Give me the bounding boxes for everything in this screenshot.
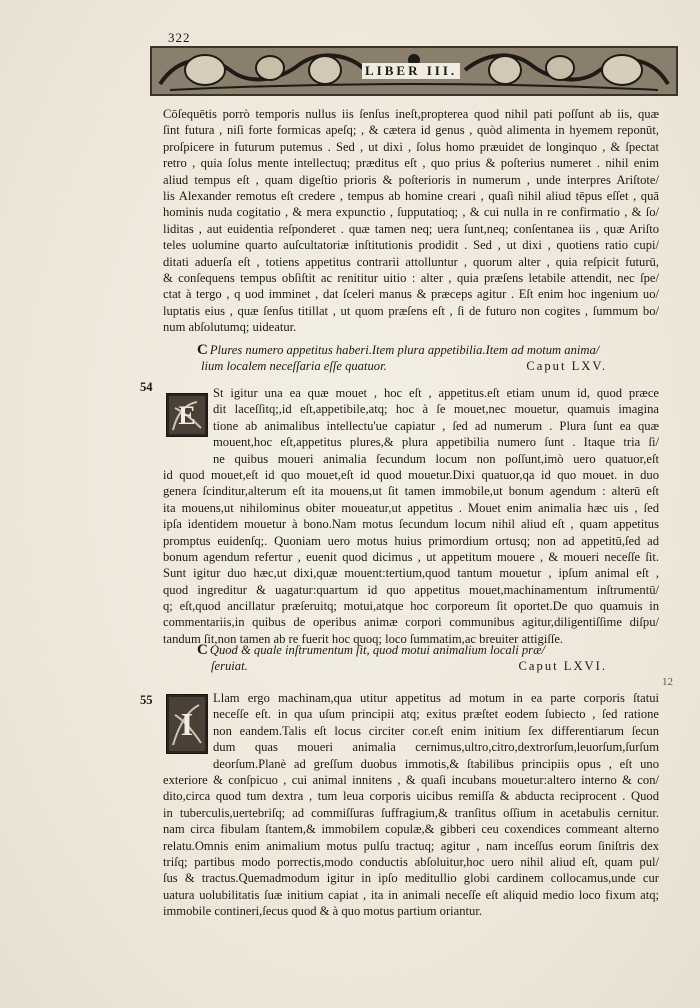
svg-text:I: I	[180, 706, 194, 742]
text-line: id quod mouet,eſt id quo mouet,eſt id quod mouetur.Dixi quatuor,qa id quo mouet. in duo	[163, 467, 659, 482]
text-line: tione ab animalibus intellectu'ue capiatur , ſed ad numerum . Plura ſunt ea quæ	[213, 418, 659, 433]
pilcrow-mark: C	[197, 342, 208, 358]
text-line: bonum agendum refertur , euenit quod dicimus , ut appetitum mouere , & moueri neceſſe ſit.	[163, 549, 659, 564]
text-line: retro , quia ſolus mente intellectuq; præditus eſt , quo prius & poſterius numeret . nihil enim	[163, 156, 659, 171]
text-line: & conſequens tempus obſiſtit ac renititur uitio : alter , quia præſens letabile attendit, nec ſpe/	[163, 270, 659, 285]
text-line: relatu.Omnis enim animalium motus pulſu tractuq; agitur , nam inceſſus eorum ſiniſtris dex	[163, 838, 659, 853]
text-line: ctat à tergo , q uod imminet , dat ſceleri manus & præceps agitur . Eſt enim hoc ingenium uo/	[163, 287, 659, 302]
text-line: deorſum.Planè ad greſſum duobus immotis,& ſtabilibus principiis opus , eſt uno	[213, 756, 659, 771]
text-line: in tuberculis,uertebriſq; ad commiſſuras ſuffragium,& tranſitus oſſium in acetabulis cernitur.	[163, 805, 659, 820]
chapter-65-heading	[197, 342, 627, 375]
text-line: Sunt igitur duo hæc,ut dixi,quæ mouent:tertium,quod tantum mouetur , ipſum animal eſt ,	[163, 566, 659, 581]
text-line: promptus euidenſq;. Quoniam uero motus huius primordium ortusq; non ad appetitū,ſed ad	[163, 533, 659, 548]
margin-number-54: 54	[140, 380, 153, 394]
chapter-66-caput: Caput LXVI.	[518, 659, 607, 674]
text-line: q; eſt,quod ancillatur præſeruitq; motui,atque hoc corporeum ſit oportet.De quo quamuis in	[163, 599, 659, 614]
text-line: ſint futura , niſi forte formicas apeſq; , & cætera id genus , quòd alimenta in hyemem reponūt,	[163, 123, 659, 138]
text-line: teles uolumine quarto auſcultatoriæ inſtitutionis prodidit . Sed , ut dixi , quotiens ratio cupi/	[163, 238, 659, 253]
text-line: ipſa identidem mouetur à bono.Nam motus ſecundum locum nihil aliud eſt , quam appetitus	[163, 517, 659, 532]
text-line: commentariis,in quibus de operibus animæ corpori communibus agitur,diligentiſſime diſpu/	[163, 615, 659, 630]
text-line: Cōſequētis porrò temporis nullus iis ſenſus ineſt,propterea quod nihil pati poſſunt ab iis, quæ	[163, 107, 659, 121]
page-number: 322	[168, 30, 191, 45]
text-line: aliud tempus eſt , quam digeſtio prioris & poſterioris in numerum , unde interpres Ariſtote/	[163, 172, 659, 187]
chapter-heading-line: ſeruiat.	[211, 659, 248, 674]
text-line: lis Alexander remotus eſt credere , tempus ab homine creari , quaſi nihil aliud tēpus eſſet , quā	[163, 188, 659, 203]
text-line: tandum ſit,non tamen ab re fuerit hoc quoq; loco ſummatim,ac breuiter attigiſſe.	[163, 631, 564, 646]
text-line: nam circa fibulam ſtantem,& immobilem copulæ,& gibberi ceu coxendices commeant alterno	[163, 822, 659, 837]
chapter-heading-line: Quod & quale inſtrumentum ſit, quod motui animalium locali præ/	[209, 643, 545, 657]
text-line: ſus & tractus.Quemadmodum igitur in ipſo meditullio globi cardinem collocamus,unde cur	[163, 871, 659, 886]
svg-text:E: E	[178, 401, 196, 430]
text-line: ditati aduerſa eſt , totiens appetitus contrarii attolluntur , quorum alter , quia reſpicit futurū,	[163, 254, 659, 269]
text-line: ne quibus moueri animalia ſecundum locum non poſſunt,imò uero quatuor,eſt	[213, 451, 659, 466]
text-line: quod ingreditur & uagatur:quartum id quo appetitus mouet,machinamentum inſtrumentū/	[163, 582, 659, 597]
text-line: proſpicere in futurum putemus . Sed , ut dixi , ſolus homo præuidet de longinquo , & ſpectat	[163, 139, 659, 154]
chapter-66-body	[163, 690, 659, 919]
text-line: luptatis eius , quæ ſenſus titillat , ut quom præſens eſt , ſi de futuro non cogites , ſummum bo/	[163, 303, 659, 318]
text-line: triſq; partibus modo porrectis,modo conductis abſoluitur,hoc uero nihil aliud eſt, quam pul/	[163, 854, 659, 869]
pilcrow-mark: C	[197, 642, 208, 658]
text-line: non eandem.Talis eſt locus circiter cor.eſt enim initium ſex differentiarum ſecun	[213, 723, 659, 738]
text-line: exteriore & conſpicuo , cui animal innitens , & quaſi incubans mouetur:altero interno & con/	[163, 772, 659, 787]
chapter-heading-line: Plures numero appetitus haberi.Item plura appetibilia.Item ad motum anima/	[209, 343, 600, 357]
text-line: dum quas moueri animalia cernimus,ultro,citro,dextrorſum,leuorſum,ſurſum	[213, 740, 659, 755]
text-line: neceſſe eſt. in qua uſum principii atq; exitus præſtet eodem ſubiecto , ſed ratione	[213, 707, 659, 722]
text-line: mouent,hoc eſt,appetitus plures,& plura appetibilia numero ſunt . Itaque tria ſi/	[213, 435, 659, 450]
text-line: hominis nuda cogitatio , & mera expunctio , ſupputatioq; , & cui nulla in re confirmatio , & ſo/	[163, 205, 659, 220]
text-line: liditas , aut euidentia reſponderet . quæ tamen neq; uera ſunt,neq; conſentanea iis , quæ Ariſto	[163, 221, 659, 236]
running-title: LIBER III.	[362, 63, 460, 79]
text-line: num abſolutumq; uideatur.	[163, 320, 297, 335]
margin-number-55: 55	[140, 693, 153, 707]
chapter-65-body	[163, 385, 659, 647]
text-line: dit laceſſitq;,id eſt,appetibile,atq; hoc à ſe mouet,nec mouetur, quamuis imagina	[213, 402, 659, 417]
gutter-mark: 12	[662, 676, 673, 688]
chapter-66-heading	[197, 642, 627, 675]
text-line: immobile contineri,ſecus quod & à quo motus partium oriantur.	[163, 904, 482, 919]
text-line: uatura uolubilitatis ſuæ initium capiat , ita in animali neceſſe eſt aliquid medio loco fixum atq;	[163, 887, 659, 902]
text-line: dito,circa quod tum dextra , tum leua corporis uicibus remiſſa & abducta reciprocent . Quod	[163, 789, 659, 804]
text-line: Llam ergo machinam,qua utitur appetitus ad motum in ea parte corporis ſtatui	[213, 691, 659, 705]
chapter-65-caput: Caput LXV.	[526, 359, 607, 374]
text-line: genera ſcinditur,alterum eſt ita mouens,ut ſit tamen immobile,ut bonum agendum : alterū eſt	[163, 484, 659, 499]
chapter-heading-line: lium localem neceſſaria eſſe quatuor.	[201, 359, 387, 374]
text-line: St igitur una ea quæ mouet , hoc eſt , appetitus.eſt etiam unum id, quod præce	[213, 386, 659, 400]
text-line: ita mouens,ut nihilominus obiter moueatur,ut appetitus . Mouet enim animalia hæc uis , ſed	[163, 500, 659, 515]
paragraph-continuation	[163, 106, 659, 335]
